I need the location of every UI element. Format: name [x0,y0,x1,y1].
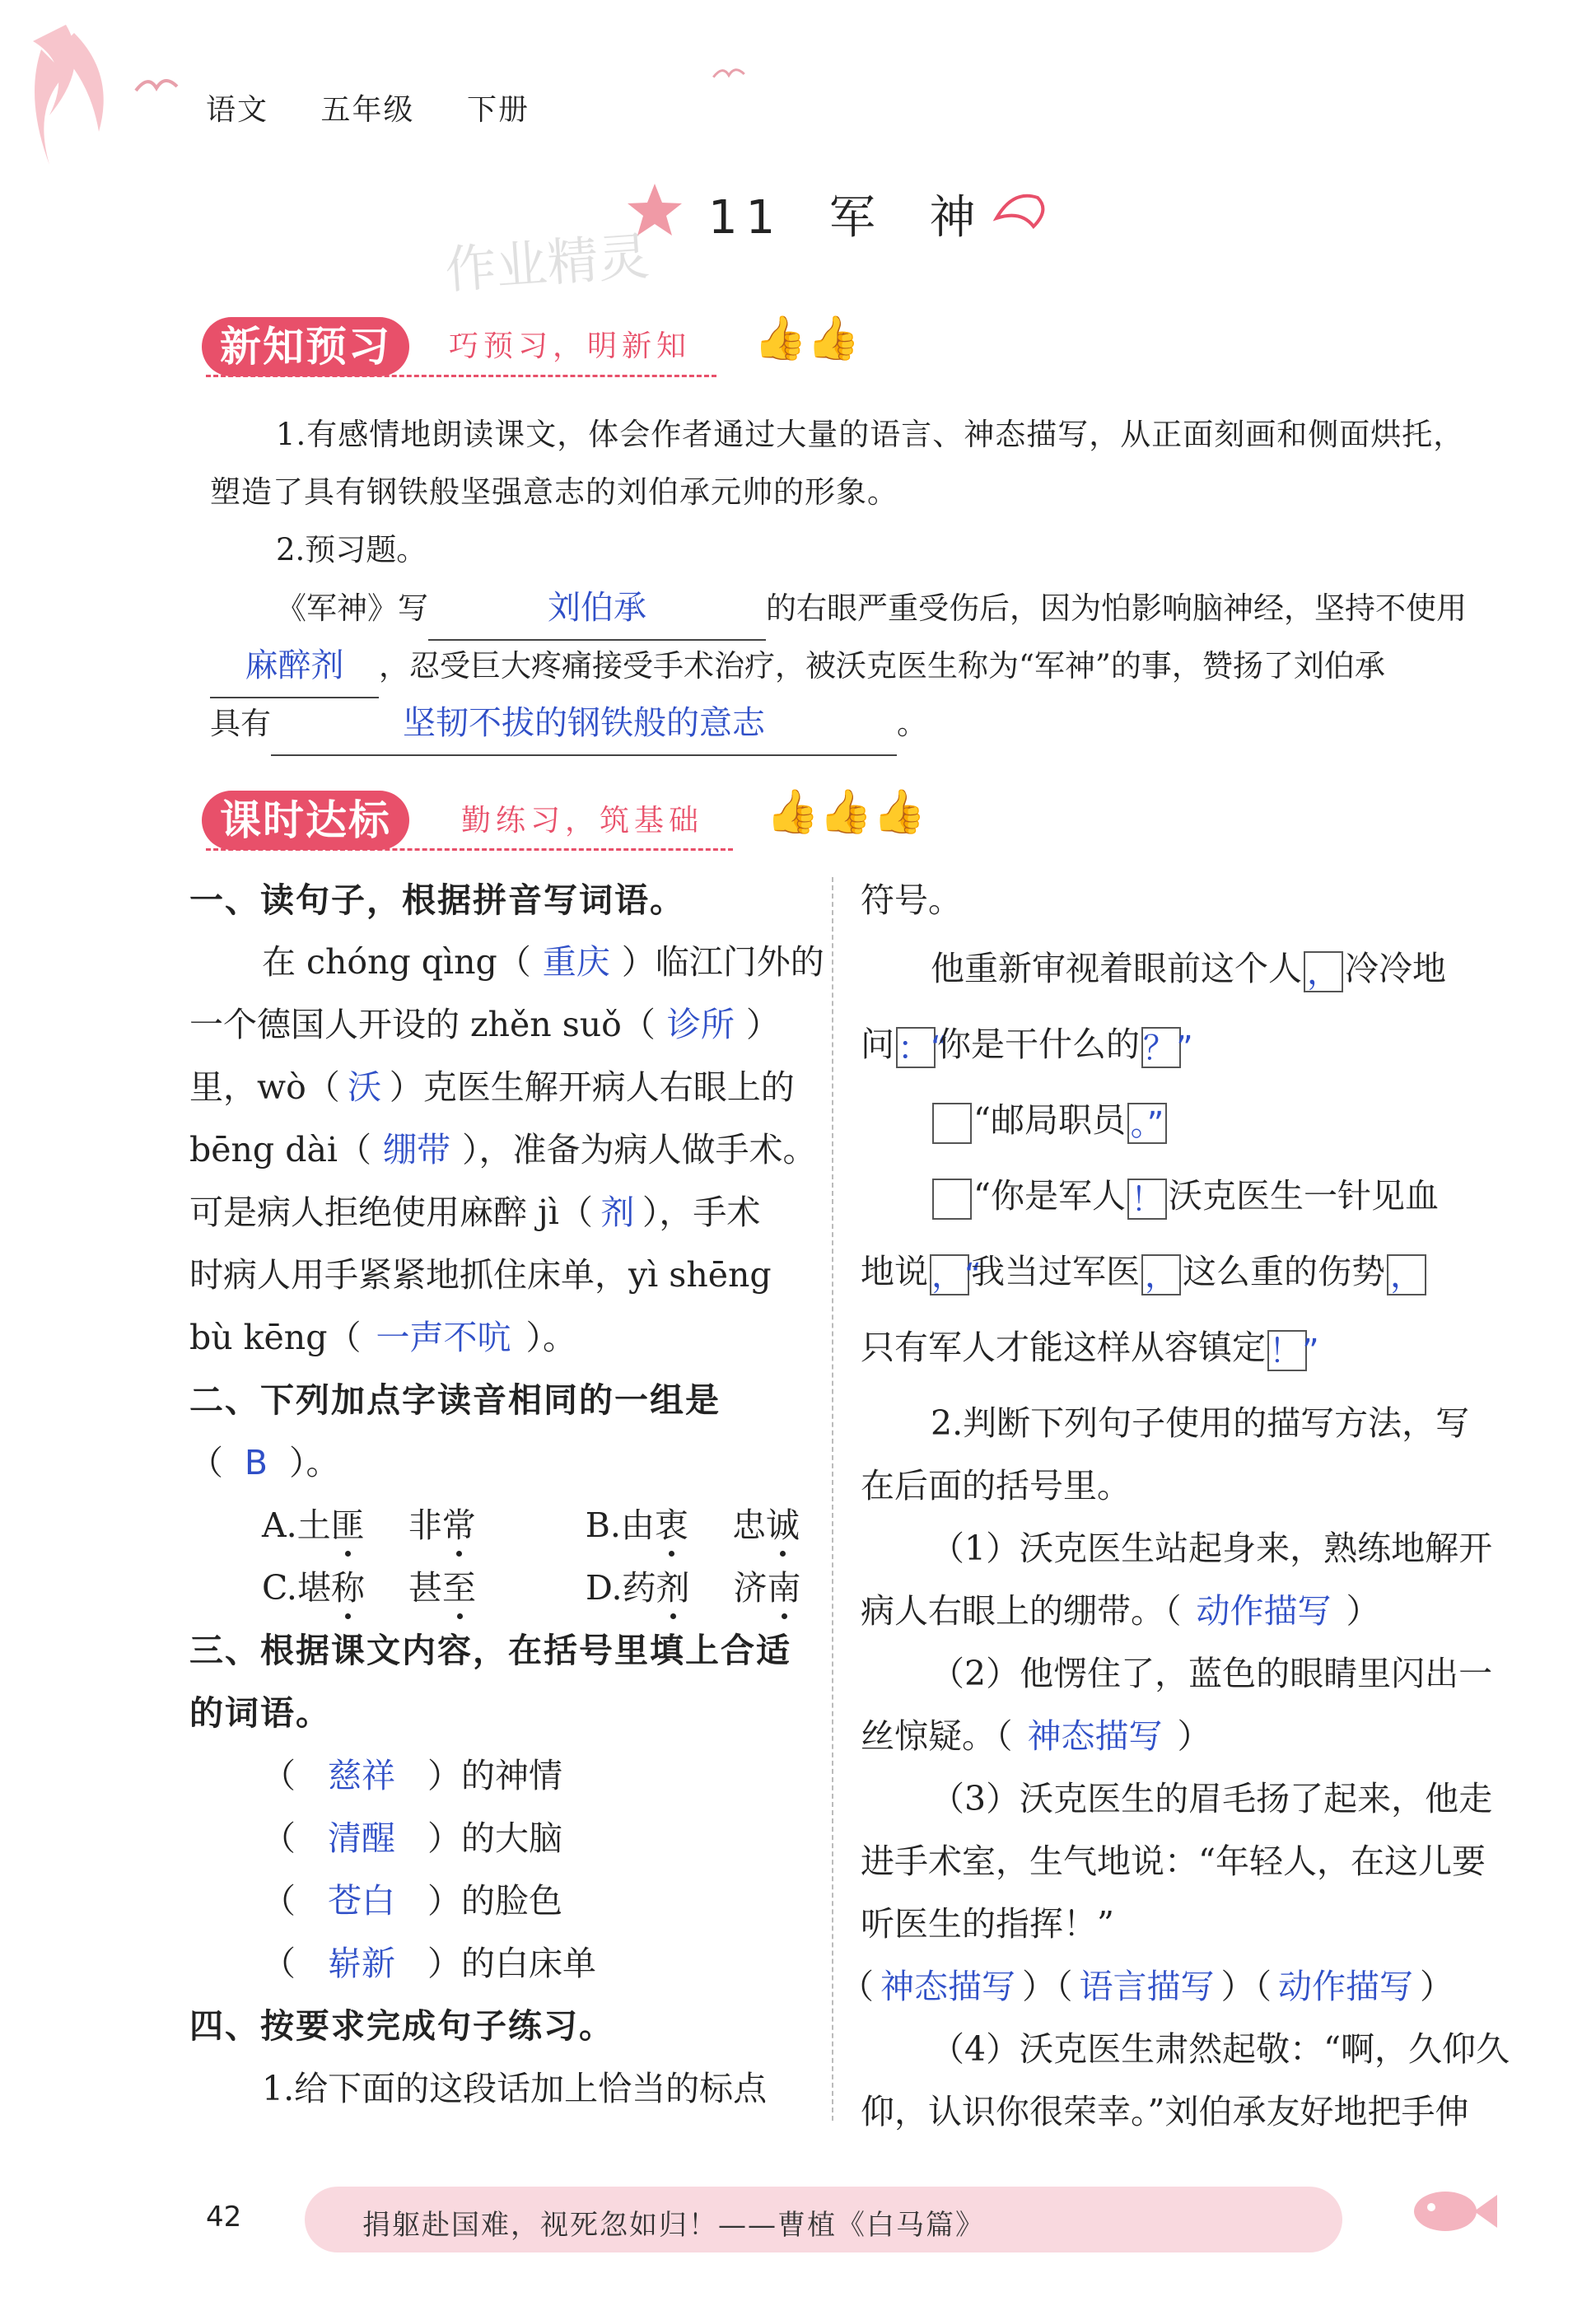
q1-text: 里，wò（ [189,1067,340,1107]
dotted-char: 剂 [656,1568,690,1608]
q3-title-1: 三、根据课文内容，在括号里填上合适 [189,1631,791,1670]
text: 只有军人才能这样从容镇定 [861,1328,1266,1367]
text: 问 [861,1025,894,1064]
q1-text: ）。 [525,1318,576,1357]
text: “你是军人 [973,1176,1126,1216]
preview-answer-liubocheng[interactable]: 刘伯承 [428,576,766,641]
judge-s3-answers [840,1955,1454,2018]
dotted-char: 诚 [765,1505,800,1545]
q1-text: ），手术 [642,1193,761,1232]
dotted-char: 称 [330,1568,365,1608]
option-label: C. [262,1568,297,1608]
q1-text: ）克医生解开病人右眼上的 [389,1067,795,1107]
section-banner-preview: 新知预习 [202,317,409,376]
paren: ）。 [289,1443,340,1482]
dotted-char: 南 [767,1568,801,1608]
q1-row-7 [189,1306,576,1369]
judge-s2a: （2）他愣住了，蓝色的眼睛里闪出一 [931,1654,1493,1693]
paren: （ [262,1756,296,1795]
paren: ） [1420,1967,1454,2006]
fish-icon [1400,2178,1499,2244]
text: 他重新审视着眼前这个人 [931,949,1302,988]
paren: （ [840,1967,874,2006]
q3-item [262,1932,596,1995]
char: 济 [733,1568,768,1608]
judge-s3b: 进手术室，生气地说：“年轻人，在这儿要 [861,1842,1486,1881]
q1-row-5 [189,1181,760,1244]
q1-answer[interactable]: 重庆 [542,942,610,982]
q3-text: ）的神情 [427,1756,562,1795]
banner-underline [206,848,733,851]
judge-answer[interactable]: 动作描写 [1278,1967,1413,2006]
q2-options-ab [262,1494,800,1557]
q3-item [262,1807,562,1870]
q2-answer-row [189,1431,340,1494]
q1-text: 在 chóng qìng（ [262,942,531,982]
q3-answer[interactable]: 慈祥 [328,1756,395,1795]
punct-box[interactable] [932,1103,972,1144]
header-subject: 语文 [206,93,269,127]
judge-answer[interactable]: 神态描写 [1027,1716,1163,1756]
judge-s4a: （4）沃克医生肃然起敬：“啊，久仰久 [931,2029,1510,2069]
punct-box[interactable]: ！” [1267,1330,1307,1371]
q1-answer[interactable]: 沃 [348,1067,382,1107]
punct-line-1 [931,937,1446,1000]
punct-box[interactable]: ， [1141,1254,1181,1295]
judge-title-2: 在后面的括号里。 [861,1466,1131,1505]
thumbs-up-icon: 👍👍👍 [766,787,926,837]
judge-s1b [861,1580,1380,1642]
q3-item [262,1744,562,1807]
preview-line-1 [276,576,1467,641]
bird-icon [708,62,749,86]
watermark: 作业精灵 [443,226,651,301]
dotted-char: 至 [442,1568,476,1608]
char: 药 [622,1568,656,1608]
section-subtitle-practice: 勤练习，筑基础 [461,804,704,838]
punct-line-4 [931,1165,1439,1227]
punct-box[interactable]: ，“ [930,1254,969,1295]
q3-answer[interactable]: 清醒 [328,1818,395,1858]
char: 由 [620,1505,655,1545]
punct-line-6 [861,1316,1319,1379]
preview-line-2 [210,634,1385,698]
judge-answer[interactable]: 语言描写 [1079,1967,1215,2006]
q3-answer[interactable]: 苍白 [328,1881,395,1921]
punct-line-3 [931,1089,1169,1151]
q1-text: ），准备为病人做手术。 [462,1130,817,1169]
q1-text: bù kēng（ [189,1318,362,1357]
paren: ）（ [1022,1967,1073,2006]
header-grade: 五年级 [320,93,415,127]
preview-point-1b: 塑造了具有钢铁般坚强意志的刘伯承元帅的形象。 [210,474,898,510]
q1-row-2 [189,993,780,1056]
text: 沃克医生一针见血 [1168,1176,1439,1216]
dotted-char: 常 [441,1505,476,1545]
judge-s3c: 听医生的指挥！” [861,1904,1114,1944]
option-label: D. [586,1568,623,1608]
q3-text: ）的白床单 [427,1944,596,1983]
q1-answer[interactable]: 剂 [600,1193,635,1232]
q4-title: 四、按要求完成句子练习。 [189,2006,614,2046]
q3-text: ）的脸色 [427,1881,562,1921]
punct-line-5 [861,1240,1428,1303]
option-label: A. [262,1505,297,1545]
char: 忠 [731,1505,766,1545]
page-number: 42 [206,2201,242,2234]
section-banner-practice: 课时达标 [202,791,409,850]
dotted-char: 衷 [654,1505,688,1545]
paren: （ [189,1443,223,1482]
footer-quote: 捐躯赴国难，视死忽如归！——曹植《白马篇》 [362,2209,985,2242]
punct-box[interactable]: ， [1304,951,1343,992]
q1-text: 一个德国人开设的 zhěn suǒ（ [189,1005,656,1044]
punct-box[interactable]: ？” [1141,1027,1181,1068]
text: 我当过军医 [971,1252,1140,1291]
q4-task-1: 1.给下面的这段话加上恰当的标点 [262,2069,768,2108]
q1-row-4 [189,1118,817,1181]
option-label: B. [585,1505,621,1545]
paren: ）（ [1220,1967,1272,2006]
judge-answer[interactable]: 神态描写 [880,1967,1015,2006]
running-header [206,86,530,128]
punct-box[interactable]: ！ [1127,1179,1167,1220]
text: 冷冷地 [1345,949,1446,988]
q1-text: ）临江门外的 [621,942,824,982]
text: 地说 [861,1252,928,1291]
q3-title-2: 的词语。 [189,1693,331,1733]
punct-box[interactable]: ：“ [896,1027,936,1068]
char: 甚 [408,1568,442,1608]
q1-title: 一、读句子，根据拼音写词语。 [189,880,685,920]
q2-title: 二、下列加点字读音相同的一组是 [189,1380,721,1420]
thumbs-up-icon: 👍👍 [754,314,861,363]
preview-l3-pre: 具有 [210,706,271,741]
palm-decoration-icon [16,16,148,181]
q3-text: ）的大脑 [427,1818,562,1858]
q2-answer[interactable]: B [244,1443,268,1482]
lesson-title: 11 军 神 [708,191,984,245]
judge-answer[interactable]: 动作描写 [1196,1591,1332,1631]
char: 非 [408,1505,442,1545]
paren: （ [262,1818,296,1858]
text: ） [1346,1591,1380,1631]
judge-s3a: （3）沃克医生的眉毛扬了起来，他走 [931,1779,1493,1818]
q1-text: 可是病人拒绝使用麻醉 jì（ [189,1193,593,1232]
q1-row-6: 时病人用手紧紧地抓住床单，yì shēng [189,1255,772,1295]
q1-answer[interactable]: 绷带 [383,1130,450,1169]
punct-box[interactable]: ， [1387,1254,1426,1295]
preview-line-3 [210,692,927,756]
preview-l2-post: ，忍受巨大疼痛接受手术治疗，被沃克医生称为“军神”的事，赞扬了刘伯承 [379,648,1385,684]
q1-text: ） [745,1005,780,1044]
text: 这么重的伤势 [1183,1252,1385,1291]
text: ） [1177,1716,1211,1756]
paren: （ [262,1944,296,1983]
q1-text: bēng dài（ [189,1130,371,1169]
judge-s2b [861,1705,1211,1767]
preview-l3-post: 。 [897,706,927,741]
q3-answer[interactable]: 崭新 [328,1944,395,1983]
char: 土 [296,1505,331,1545]
q3-item [262,1870,562,1932]
punct-line-2 [861,1013,1193,1076]
q1-answer[interactable]: 诊所 [666,1005,735,1044]
preview-point-2: 2.预习题。 [276,532,427,567]
right-r0: 符号。 [861,880,962,920]
q1-row-3 [189,1056,795,1118]
q1-row-1 [262,931,824,993]
text: 丝惊疑。（ [861,1716,1013,1756]
column-divider [832,877,833,2121]
preview-l1-post: 的右眼严重受伤后，因为怕影响脑神经，坚持不使用 [766,591,1467,626]
preview-l1-pre: 《军神》写 [276,591,428,626]
text: “邮局职员 [973,1100,1126,1140]
dotted-char: 匪 [330,1505,365,1545]
char: 堪 [296,1568,331,1608]
judge-s1a: （1）沃克医生站起身来，熟练地解开 [931,1529,1493,1568]
preview-point-1a: 1.有感情地朗读课文，体会作者通过大量的语言、神态描写，从正面刻画和侧面烘托， [276,417,1465,452]
preview-answer-mazuiji[interactable]: 麻醉剂 [210,634,379,698]
preview-answer-yizhi[interactable]: 坚韧不拔的钢铁般的意志 [271,692,897,756]
judge-s4b: 仰，认识你很荣幸。”刘伯承友好地把手伸 [861,2092,1469,2131]
punct-box[interactable]: 。” [1127,1103,1167,1144]
punct-box[interactable] [932,1179,972,1220]
bird-icon [132,70,181,103]
header-volume: 下册 [466,93,530,127]
q2-options-cd [262,1557,801,1619]
judge-title-1: 2.判断下列句子使用的描写方法，写 [931,1403,1470,1443]
banner-underline [206,375,716,377]
section-subtitle-preview: 巧预习，明新知 [449,329,692,363]
paren: （ [262,1881,296,1921]
text: 病人右眼上的绷带。（ [861,1591,1182,1631]
shell-icon [988,185,1054,235]
q1-answer[interactable]: 一声不吭 [376,1318,511,1357]
text: 你是干什么的 [937,1025,1140,1064]
